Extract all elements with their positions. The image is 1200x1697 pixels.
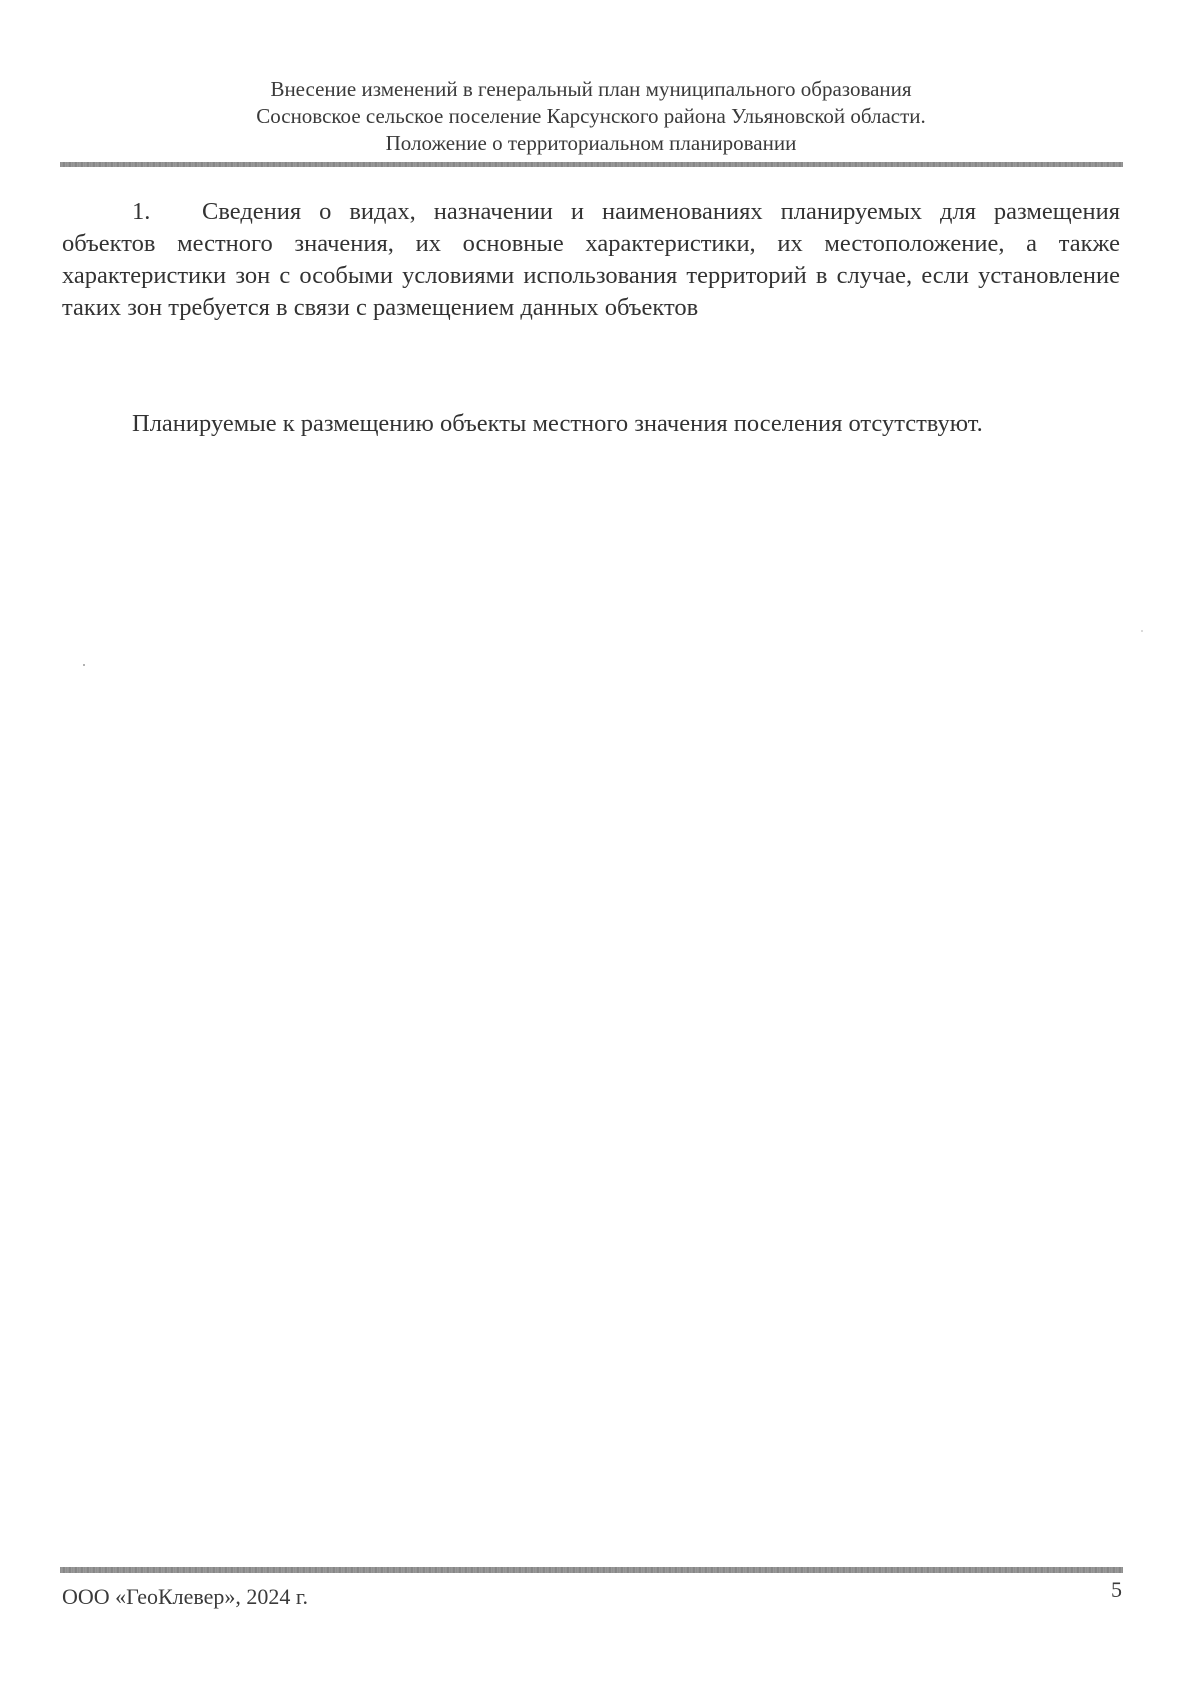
page-number: 5 [1111,1577,1122,1602]
scan-speck [83,664,85,666]
footer-divider [60,1567,1123,1573]
header-divider [60,162,1123,167]
header-line-2: Сосновское сельское поселение Карсунского района Ульяновской области. [256,104,926,128]
scan-speck [1141,630,1143,632]
footer-company: ООО «ГеоКлевер», 2024 г. [62,1584,308,1609]
section-number: 1. [132,198,151,225]
section-heading [62,196,1120,324]
header-line-3: Положение о территориальном планировании [385,131,797,155]
header-line-1: Внесение изменений в генеральный план муниципального образования [270,77,912,101]
page-header [60,76,1122,157]
body-statement: Планируемые к размещению объекты местного значения поселения отсутствуют. [132,410,983,437]
section-text: Сведения о видах, назначении и наименованиях планируемых для размещения объектов местного значения, их основные характеристики, их местоположение, а также характеристики зон с особыми условиями использования территорий в случае, если установление таких зон требуется в связи с размещением данных объектов [62,198,1120,321]
